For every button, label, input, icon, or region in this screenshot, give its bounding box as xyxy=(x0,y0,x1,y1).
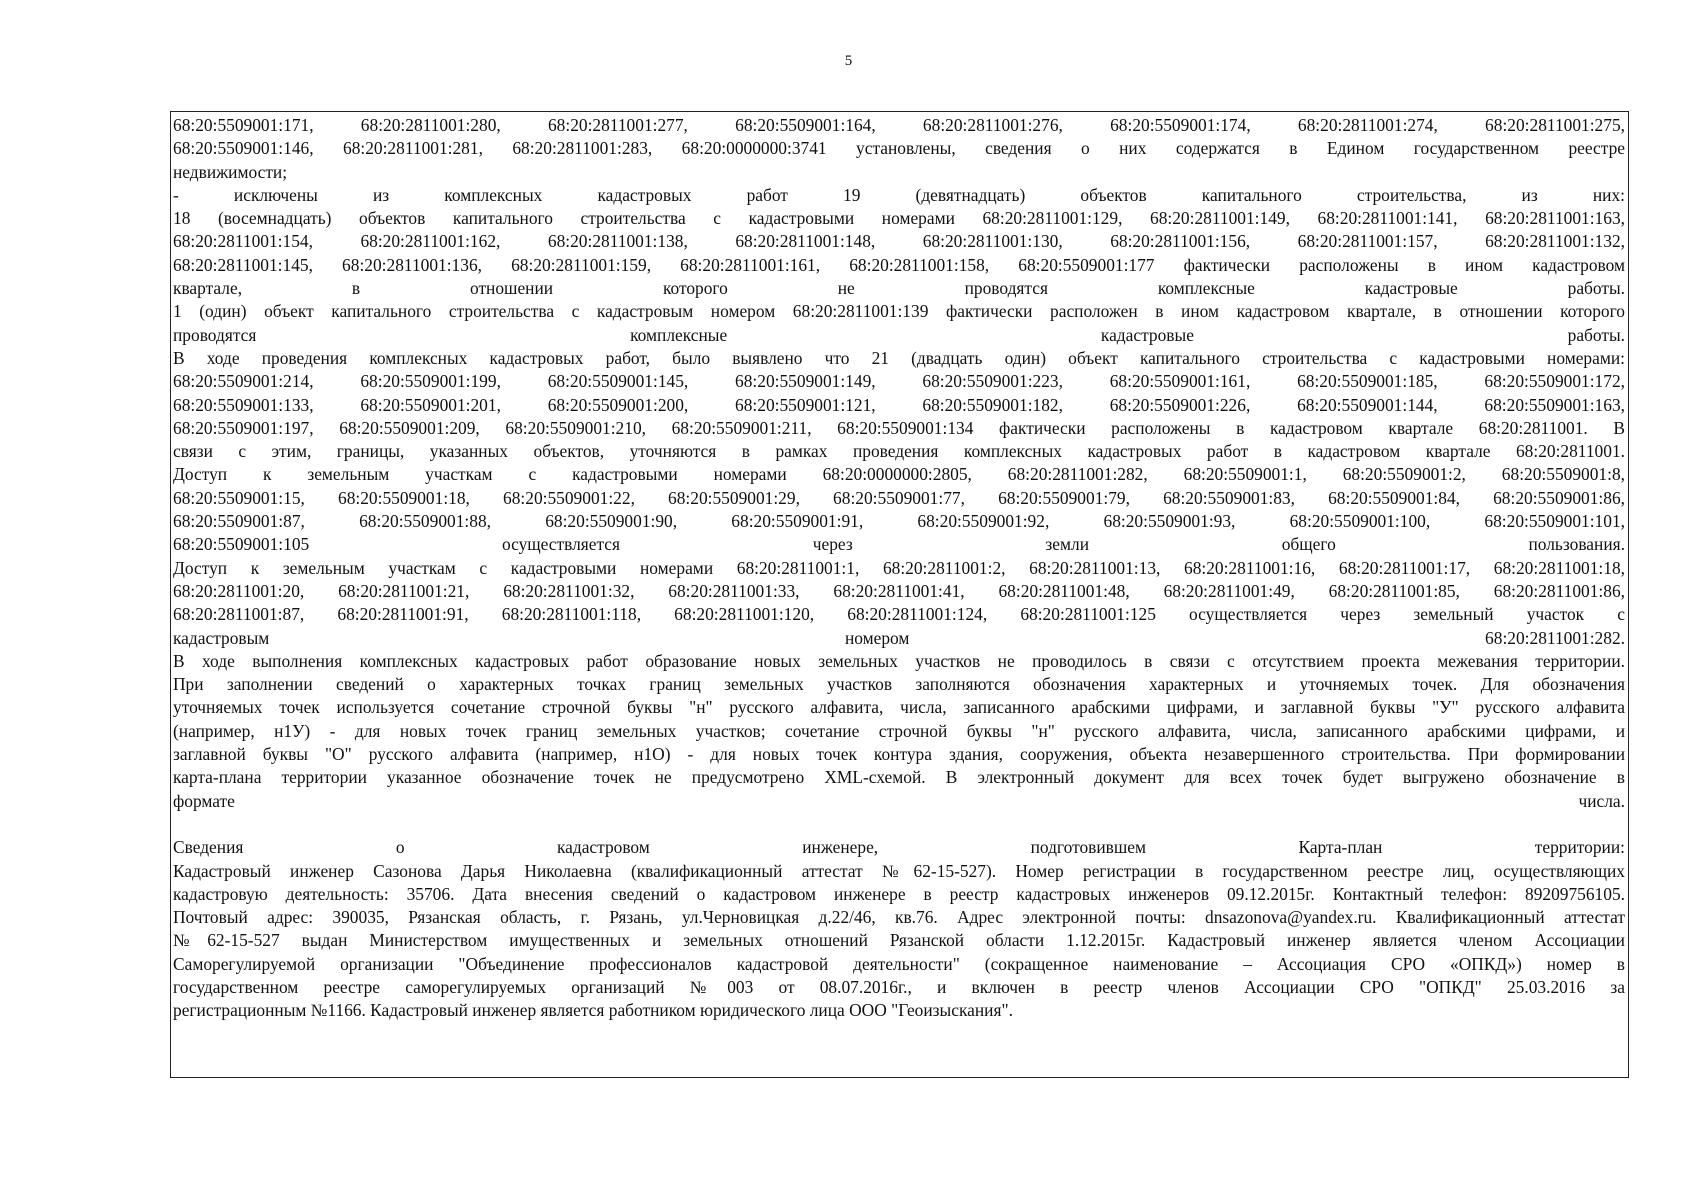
text-line: уточняемых точек используется сочетание строчной буквы "н" русского алфавита, числа, записанного арабскими цифрами, и заглавной буквы "У" русского алфавита xyxy=(173,697,1625,718)
text-line: кадастровым номером 68:20:2811001:282. xyxy=(173,627,1625,648)
text-line: квартале, в отношении которого не проводятся комплексные кадастровые работы. xyxy=(173,278,1625,299)
text-line: 68:20:2811001:145, 68:20:2811001:136, 68:20:2811001:159, 68:20:2811001:161, 68:20:2811001:158, 68:20:5509001:177 фактически расположены в ином кадастровом xyxy=(173,254,1625,275)
text-line: заглавной буквы "О" русского алфавита (например, н1О) - для новых точек контура здания, сооружения, объекта незавершенного строительства. При формировании xyxy=(173,744,1625,765)
text-line: В ходе выполнения комплексных кадастровых работ образование новых земельных участков не проводилось в связи с отсутствием проекта межевания территории. xyxy=(173,650,1625,671)
page-number: 5 xyxy=(844,53,853,69)
text-line: карта-плана территории указанное обозначение точек не предусмотрено XML-схемой. В электронный документ для всех точек будет выгружено обозначение в xyxy=(173,767,1625,788)
text-line: 1 (один) объект капитального строительства с кадастровым номером 68:20:2811001:139 фактически расположен в ином кадастровом квартале, в отношении которого xyxy=(173,301,1625,322)
text-line: Почтовый адрес: 390035, Рязанская область, г. Рязань, ул.Черновицкая д.22/46, кв.76. Адрес электронной почты: dnsazonova@yandex.ru. Квалификационный аттестат xyxy=(173,907,1625,928)
text-line: государственном реестре саморегулируемых организаций №003 от 08.07.2016г., и включен в реестр членов Ассоциации СРО "ОПКД" 25.03.2016 за xyxy=(173,976,1625,997)
text-line: регистрационным №1166. Кадастровый инженер является работником юридического лица ООО "Геоизыскания". xyxy=(173,1000,1013,1021)
document-body xyxy=(173,114,1625,1023)
text-line: В ходе проведения комплексных кадастровых работ, было выявлено что 21 (двадцать один) объект капитального строительства с кадастровыми номерами: xyxy=(173,347,1625,368)
text-line: 68:20:2811001:87, 68:20:2811001:91, 68:20:2811001:118, 68:20:2811001:120, 68:20:2811001:124, 68:20:2811001:125 осуществляется через земельный участок с xyxy=(173,604,1625,625)
text-line: Доступ к земельным участкам с кадастровыми номерами 68:20:0000000:2805, 68:20:2811001:282, 68:20:5509001:1, 68:20:5509001:2, 68:20:5509001:8, xyxy=(173,464,1625,485)
text-line: При заполнении сведений о характерных точках границ земельных участков заполняются обозначения характерных и уточняемых точек. Для обозначения xyxy=(173,674,1625,695)
text-line: формате числа. xyxy=(173,790,1625,811)
text-line: Доступ к земельным участкам с кадастровыми номерами 68:20:2811001:1, 68:20:2811001:2, 68:20:2811001:13, 68:20:2811001:16, 68:20:2811001:17, 68:20:2811001:18, xyxy=(173,557,1625,578)
text-line: 68:20:5509001:105 осуществляется через земли общего пользования. xyxy=(173,534,1625,555)
text-line: недвижимости; xyxy=(173,161,288,182)
text-line: связи с этим, границы, указанных объектов, уточняются в рамках проведения комплексных кадастровых работ в кадастровом квартале 68:20:2811001. xyxy=(173,441,1625,462)
text-line: 68:20:5509001:146, 68:20:2811001:281, 68:20:2811001:283, 68:20:0000000:3741 установлены, сведения о них содержатся в Едином государственном реестре xyxy=(173,138,1625,159)
text-line: 68:20:5509001:197, 68:20:5509001:209, 68:20:5509001:210, 68:20:5509001:211, 68:20:5509001:134 фактически расположены в кадастровом квартале 68:20:2811001. В xyxy=(173,417,1625,438)
text-line: Сведения о кадастровом инженере, подготовившем Карта-план территории: xyxy=(173,837,1625,858)
text-line: - исключены из комплексных кадастровых работ 19 (девятнадцать) объектов капитального строительства, из них: xyxy=(173,184,1625,205)
text-line: 68:20:5509001:214, 68:20:5509001:199, 68:20:5509001:145, 68:20:5509001:149, 68:20:5509001:223, 68:20:5509001:161, 68:20:5509001:185, 68:20:5509001:172, xyxy=(173,371,1625,392)
text-line: Кадастровый инженер Сазонова Дарья Николаевна (квалификационный аттестат №62-15-527). Номер регистрации в государственном реестре лиц, осуществляющих xyxy=(173,860,1625,881)
blank-line xyxy=(173,813,1625,836)
text-line: 68:20:5509001:171, 68:20:2811001:280, 68:20:2811001:277, 68:20:5509001:164, 68:20:2811001:276, 68:20:5509001:174, 68:20:2811001:274, 68:20:2811001:275, xyxy=(173,115,1625,135)
text-line: 18 (восемнадцать) объектов капитального строительства с кадастровыми номерами 68:20:2811001:129, 68:20:2811001:149, 68:20:2811001:141, 68:20:2811001:163, xyxy=(173,208,1625,229)
text-line: 68:20:5509001:15, 68:20:5509001:18, 68:20:5509001:22, 68:20:5509001:29, 68:20:5509001:77, 68:20:5509001:79, 68:20:5509001:83, 68:20:5509001:84, 68:20:5509001:86, xyxy=(173,487,1625,508)
text-line: 68:20:5509001:133, 68:20:5509001:201, 68:20:5509001:200, 68:20:5509001:121, 68:20:5509001:182, 68:20:5509001:226, 68:20:5509001:144, 68:20:5509001:163, xyxy=(173,394,1625,415)
text-line: 68:20:2811001:20, 68:20:2811001:21, 68:20:2811001:32, 68:20:2811001:33, 68:20:2811001:41, 68:20:2811001:48, 68:20:2811001:49, 68:20:2811001:85, 68:20:2811001:86, xyxy=(173,580,1625,601)
text-line: 68:20:2811001:154, 68:20:2811001:162, 68:20:2811001:138, 68:20:2811001:148, 68:20:2811001:130, 68:20:2811001:156, 68:20:2811001:157, 68:20:2811001:132, xyxy=(173,231,1625,252)
text-line: проводятся комплексные кадастровые работы. xyxy=(173,324,1625,345)
text-line: кадастровую деятельность: 35706. Дата внесения сведений о кадастровом инженере в реестр кадастровых инженеров 09.12.2015г. Контактный телефон: 89209756105. xyxy=(173,883,1625,904)
text-line: 68:20:5509001:87, 68:20:5509001:88, 68:20:5509001:90, 68:20:5509001:91, 68:20:5509001:92, 68:20:5509001:93, 68:20:5509001:100, 68:20:5509001:101, xyxy=(173,511,1625,532)
text-line: Саморегулируемой организации "Объединение профессионалов кадастровой деятельности" (сокращенное наименование – Ассоциация СРО «ОПКД») номер в xyxy=(173,953,1625,974)
text-line: №62-15-527 выдан Министерством имущественных и земельных отношений Рязанской области 1.12.2015г. Кадастровый инженер является членом Ассоциации xyxy=(173,930,1625,951)
text-line: (например, н1У) - для новых точек границ земельных участков; сочетание строчной буквы "н" русского алфавита, числа, записанного арабскими цифрами, и xyxy=(173,720,1625,741)
